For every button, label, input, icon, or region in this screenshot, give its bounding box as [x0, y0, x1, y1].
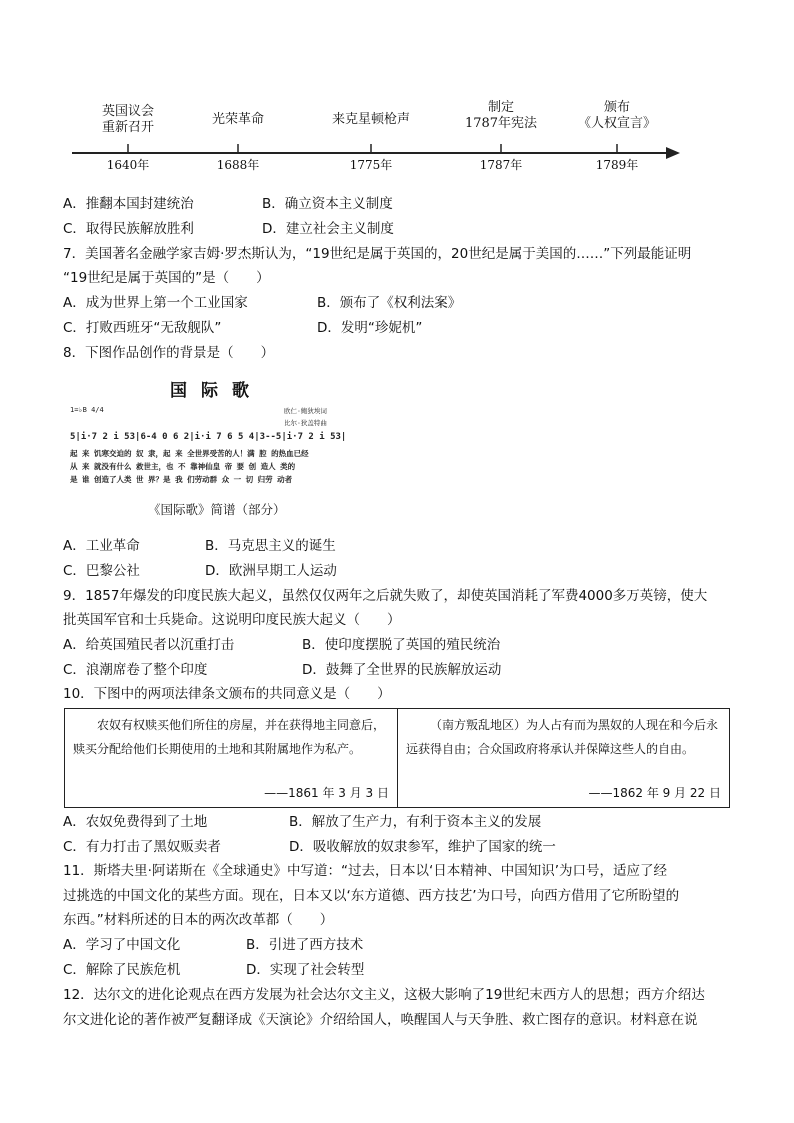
q12-stem-line2: 尔文进化论的著作被严复翻译成《天演论》介绍给国人，唤醒国人与天争胜、救亡图存的意识。材料意在说: [63, 1012, 698, 1028]
q6-option-d: D．建立社会主义制度: [262, 221, 394, 237]
q9-option-b: B．使印度摆脱了英国的殖民统治: [302, 637, 501, 653]
q9-stem-line1: 9．1857年爆发的印度民族大起义，虽然仅仅两年之后就失败了，却使英国消耗了军费4000多万英镑，使大: [63, 588, 708, 604]
q7-stem-line1: 7．美国著名金融学家吉姆·罗杰斯认为，“19世纪是属于英国的，20世纪是属于美国的……”下列最能证明: [63, 246, 692, 262]
score-credit-music: 比尔·狄盖特曲: [284, 419, 327, 427]
timeline-year: 1787年: [479, 158, 523, 172]
timeline-year: 1775年: [349, 158, 393, 172]
timeline-event-label: 来克星顿枪声: [331, 112, 411, 127]
q6-option-a: A．推翻本国封建统治: [63, 196, 194, 212]
timeline-event-4: [465, 100, 537, 132]
q10-option-d: D．吸收解放的奴隶参军，维护了国家的统一: [289, 839, 556, 855]
timeline-event-label: 英国议会: [101, 104, 155, 119]
q8-option-b: B．马克思主义的诞生: [205, 538, 336, 554]
timeline-event-label: 光荣革命: [211, 112, 265, 127]
q6-option-b: B．确立资本主义制度: [262, 196, 393, 212]
q9-stem-line2: 批英国军官和士兵毙命。这说明印度民族大起义（ ）: [63, 612, 401, 628]
q9-option-a: A．给英国殖民者以沉重打击: [63, 637, 235, 653]
q9-option-d: D．鼓舞了全世界的民族解放运动: [302, 662, 502, 678]
q8-option-a: A．工业革命: [63, 538, 140, 554]
timeline-year: 1640年: [106, 158, 150, 172]
q7-option-c: C．打败西班牙“无敌舰队”: [63, 320, 222, 336]
q10-option-a: A．农奴免费得到了土地: [63, 814, 208, 830]
q7-stem-line2: “19世纪是属于英国的”是（ ）: [63, 270, 270, 286]
timeline-event-1: [102, 104, 154, 136]
timeline-event-5: [578, 100, 656, 132]
q10-stem: 10．下图中的两项法律条文颁布的共同意义是（ ）: [63, 686, 391, 702]
law-cell-1862: [398, 709, 729, 807]
q7-option-a: A．成为世界上第一个工业国家: [63, 295, 248, 311]
q12-stem-line1: 12．达尔文的进化论观点在西方发展为社会达尔文主义，这极大影响了19世纪末西方人的思想；西方介绍达: [63, 987, 705, 1003]
timeline-event-label: 《人权宣言》: [577, 116, 657, 131]
q6-option-c: C．取得民族解放胜利: [63, 221, 194, 237]
q11-option-d: D．实现了社会转型: [246, 962, 365, 978]
score-lyric-line: 是 谁 创造了人类 世 界？是 我 们劳动群 众 一 切 归劳 动者: [70, 475, 293, 484]
score-credit-lyrics: 欧仁·鲍狄埃词: [284, 407, 327, 415]
timeline-event-label: 1787年宪法: [464, 116, 538, 131]
law-table: [64, 708, 730, 808]
q11-stem-line2: 过挑选的中国文化的某些方面。现在，日本又以‘东方道德、西方技艺’为口号，向西方借用了它所盼望的: [63, 888, 680, 904]
q11-option-a: A．学习了中国文化: [63, 937, 181, 953]
q11-stem-line3: 东西。”材料所述的日本的两次改革都（ ）: [63, 912, 334, 928]
q9-option-c: C．浪潮席卷了整个印度: [63, 662, 208, 678]
timeline-event-3: [332, 112, 410, 128]
timeline-event-label: 颁布: [603, 100, 631, 115]
law-text: （南方叛乱地区）为人占有而为黑奴的人现在和今后永远获得自由；合众国政府将承认并保障这些人的自由。: [406, 718, 719, 756]
q7-option-d: D．发明“珍妮机”: [317, 320, 423, 336]
arrow-head-icon: [666, 147, 680, 159]
score-lyric-line: 从 来 就没有什么 救世主，也 不 靠神仙皇 帝 要 创 造人 类的: [70, 462, 296, 471]
score-caption: 《国际歌》简谱（部分）: [148, 502, 286, 517]
score-lyric-line: 起 来 饥寒交迫的 奴 隶，起 来 全世界受苦的人！满 腔 的热血已经: [70, 449, 309, 458]
q8-option-d: D．欧洲早期工人运动: [205, 563, 337, 579]
timeline-event-label: 重新召开: [101, 120, 155, 135]
score-key: 1=♭B 4/4: [70, 406, 104, 414]
q7-option-b: B．颁布了《权利法案》: [317, 295, 462, 311]
law-text: 农奴有权赎买他们所住的房屋，并在获得地主同意后，赎买分配给他们长期使用的土地和其附属地作为私产。: [73, 718, 386, 756]
timeline-event-2: [212, 112, 264, 128]
timeline-figure: [70, 96, 680, 180]
score-notes: 5|i·7 2 i 53|6-4 0 6 2|i·i 7 6 5 4|3--5|i·7 2 i 53|: [70, 432, 347, 442]
internationale-score-image: [70, 376, 360, 518]
q8-option-c: C．巴黎公社: [63, 563, 140, 579]
q11-option-c: C．解除了民族危机: [63, 962, 181, 978]
timeline-year: 1688年: [216, 158, 260, 172]
q11-stem-line1: 11．斯塔夫里·阿诺斯在《全球通史》中写道：“过去，日本以‘日本精神、中国知识’为口号，适应了经: [63, 863, 668, 879]
q8-stem: 8．下图作品创作的背景是（ ）: [63, 345, 275, 361]
law-cell-1861: [65, 709, 398, 807]
law-date: ——1861 年 3 月 3 日: [264, 786, 389, 800]
q10-option-b: B．解放了生产力，有利于资本主义的发展: [289, 814, 542, 830]
q10-option-c: C．有力打击了黑奴贩卖者: [63, 839, 221, 855]
timeline-year: 1789年: [595, 158, 639, 172]
score-title: 国际歌: [170, 381, 263, 401]
q11-option-b: B．引进了西方技术: [246, 937, 364, 953]
timeline-event-label: 制定: [487, 100, 514, 115]
law-date: ——1862 年 9 月 22 日: [588, 786, 721, 800]
